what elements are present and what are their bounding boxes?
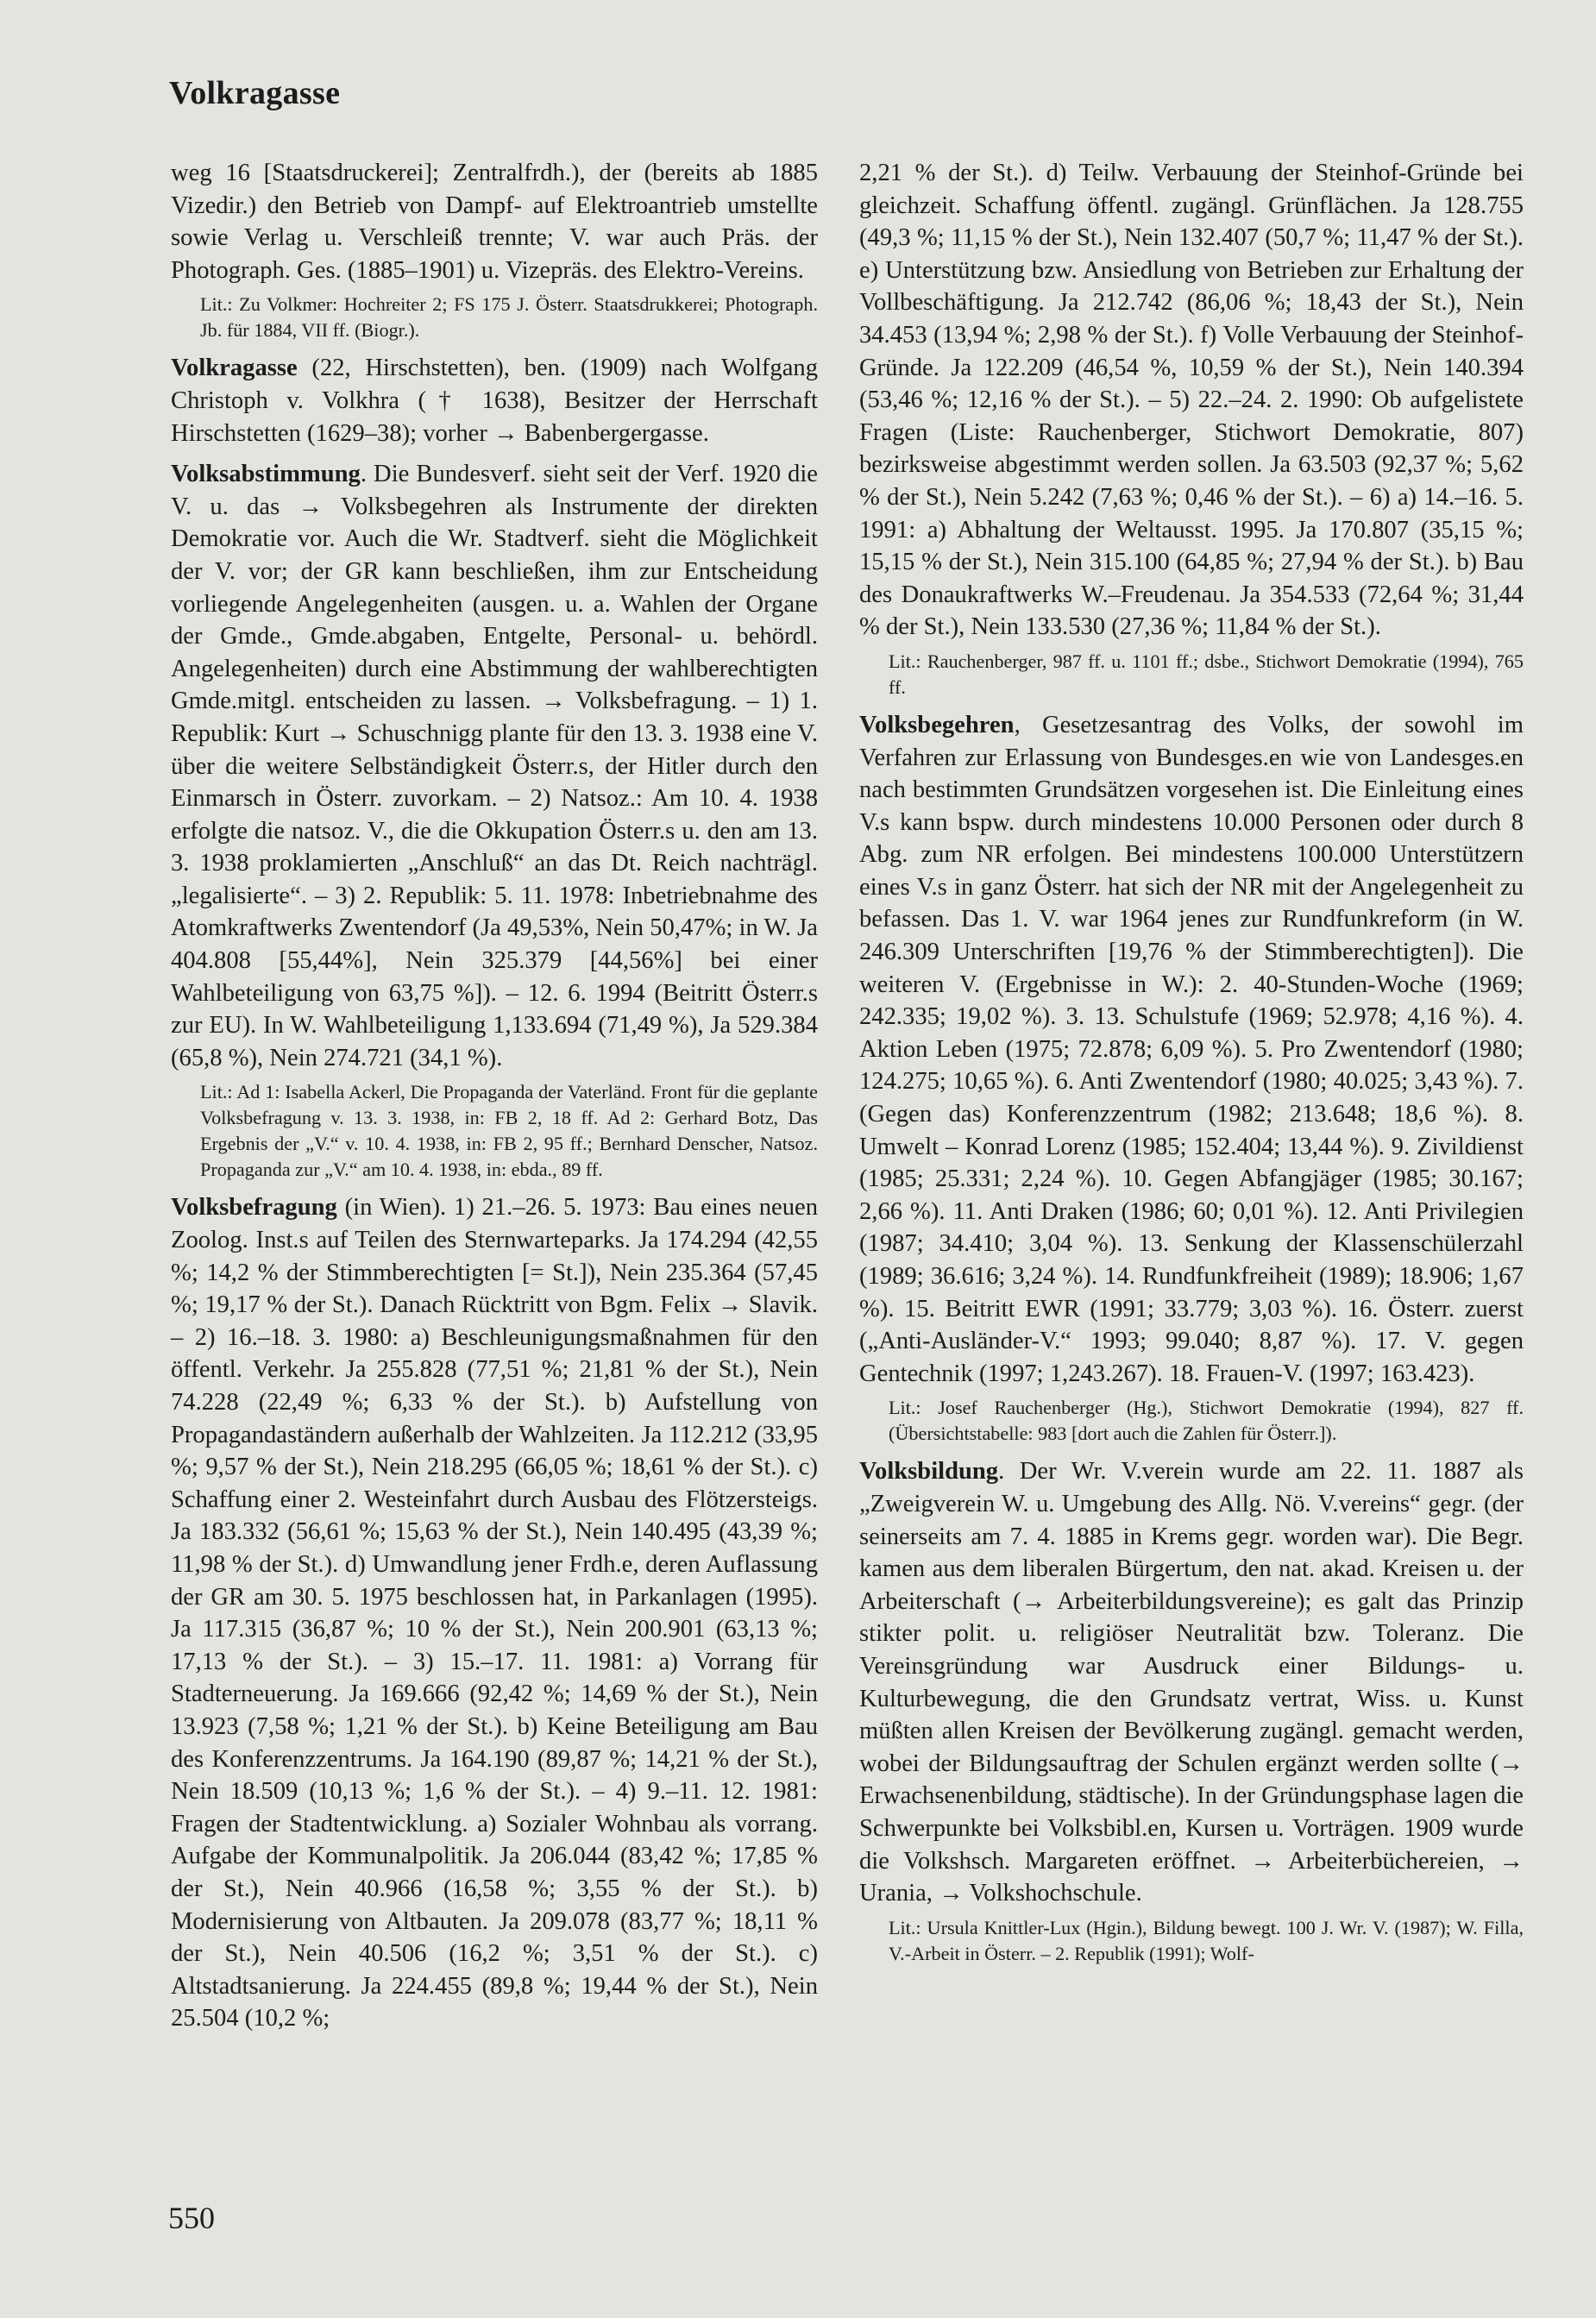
- entry-volksbildung: [859, 1455, 1524, 1909]
- right-column: [859, 157, 1524, 1972]
- entry-text: (in Wien). 1) 21.–26. 5. 1973: Bau eines neuen Zoolog. Inst.s auf Teilen des Sternwarteparks. Ja 174.294 (42,55 %; 14,2 % der Stimmberechtigten [= St.]), Nein 235.364 (57,45 %; 19,17 % der St.). Danach Rücktritt von Bgm. Felix → Slavik. – 2) 16.–18. 3. 1980: a) Beschleunigungsmaßnahmen für den öffentl. Verkehr. Ja 255.828 (77,51 %; 21,81 % der St.), Nein 74.228 (22,49 %; 6,33 % der St.). b) Aufstellung von Propagandaständern außerhalb der Wahlzeiten. Ja 112.212 (33,95 %; 9,57 % der St.), Nein 218.295 (66,05 %; 18,61 % der St.). c) Schaffung einer 2. Westeinfahrt durch Ausbau des Flötzersteigs. Ja 183.332 (56,61 %; 15,63 % der St.), Nein 140.495 (43,39 %; 11,98 % der St.). d) Umwandlung jener Frdh.e, deren Auflassung der GR am 30. 5. 1975 beschlossen hat, in Parkanlagen (1995). Ja 117.315 (36,87 %; 10 % der St.), Nein 200.901 (63,13 %; 17,13 % der St.). – 3) 15.–17. 11. 1981: a) Vorrang für Stadterneuerung. Ja 169.666 (92,42 %; 14,69 % der St.), Nein 13.923 (7,58 %; 1,21 % der St.). b) Keine Beteiligung am Bau des Konferenzzentrums. Ja 164.190 (89,87 %; 14,21 % der St.), Nein 18.509 (10,13 %; 1,6 % der St.). – 4) 9.–11. 12. 1981: Fragen der Stadtentwicklung. a) Sozialer Wohnbau als vorrang. Aufgabe der Kommunalpolitik. Ja 206.044 (83,42 %; 17,85 % der St.), Nein 40.966 (16,58 %; 3,55 % der St.). b) Modernisierung von Altbauten. Ja 209.078 (83,77 %; 18,11 % der St.), Nein 40.506 (16,2 %; 3,51 % der St.). c) Altstadtsanierung. Ja 224.455 (89,8 %; 19,44 % der St.), Nein 25.504 (10,2 %;: [171, 1194, 818, 2032]
- literature-note: Lit.: Josef Rauchenberger (Hg.), Stichwort Demokratie (1994), 827 ff. (Übersichtstabelle: 983 [dort auch die Zahlen für Österr.]).: [889, 1397, 1524, 1445]
- entry-headword: Volkragasse: [171, 355, 298, 382]
- literature-note: Lit.: Ursula Knittler-Lux (Hgin.), Bildung bewegt. 100 J. Wr. V. (1987); W. Filla, V.-Arbeit in Österr. – 2. Republik (1991); Wolf-: [889, 1916, 1524, 1964]
- entry-text: . Der Wr. V.verein wurde am 22. 11. 1887 als „Zweigverein W. u. Umgebung des Allg. Nö. V.vereins“ gegr. (der seinerseits am 7. 4. 1885 in Krems gegr. worden war). Die Begr. kamen aus dem liberalen Bürgertum, den nat. akad. Kreisen u. der Arbeiterschaft (→ Arbeiterbildungsvereine); es galt das Prinzip stikter polit. u. religiöser Neutralität bzw. Toleranz. Die Vereinsgründung war Ausdruck einer Bildungs- u. Kulturbewegung, die den Grundsatz vertrat, Wiss. u. Kunst müßten allen Kreisen der Bevölkerung zugängl. gemacht werden, wobei der Bildungsauftrag der Schulen ergänzt werden sollte (→ Erwachsenenbildung, städtische). In der Gründungsphase lagen die Schwerpunkte bei Volksbibl.en, Kursen u. Vorträgen. 1909 wurde die Volkshsch. Margareten eröffnet. → Arbeiterbüchereien, → Urania, → Volkshochschule.: [859, 1458, 1524, 1907]
- page-number: 550: [168, 2201, 215, 2235]
- continued-paragraph: weg 16 [Staatsdruckerei]; Zentralfrdh.), der (bereits ab 1885 Vizedir.) den Betrieb von Dampf- auf Elektroantrieb umstellte sowie Verlag u. Verschleiß trennte; V. war auch Präs. der Photograph. Ges. (1885–1901) u. Vizepräs. des Elektro-Vereins.: [171, 160, 818, 284]
- entry-text: (22, Hirschstetten), ben. (1909) nach Wolfgang Christoph v. Volkhra († 1638), Besitzer der Herrschaft Hirschstetten (1629–38); vorher → Babenbergergasse.: [171, 355, 818, 447]
- entry-headword: Volksbildung: [859, 1458, 999, 1486]
- literature-note: Lit.: Ad 1: Isabella Ackerl, Die Propaganda der Vaterländ. Front für die geplante Volksbefragung v. 13. 3. 1938, in: FB 2, 18 ff. Ad 2: Gerhard Botz, Das Ergebnis der „V.“ v. 10. 4. 1938, in: FB 2, 95 ff.; Bernhard Denscher, Natsoz. Propaganda zur „V.“ am 10. 4. 1938, in: ebda., 89 ff.: [200, 1081, 818, 1181]
- entry-volksabstimmung: [171, 458, 818, 1074]
- entry-headword: Volksabstimmung: [171, 461, 361, 488]
- left-column: [171, 157, 818, 2035]
- entry-volksbefragung: [171, 1191, 818, 2034]
- entry-headword: Volksbefragung: [171, 1194, 337, 1222]
- entry-text: . Die Bundesverf. sieht seit der Verf. 1920 die V. u. das → Volksbegehren als Instrumente der direkten Demokratie vor. Auch die Wr. Stadtverf. sieht die Möglichkeit der V. vor; der GR kann beschließen, ihm zur Entscheidung vorliegende Angelegenheiten (ausgen. u. a. Wahlen der Organe der Gmde., Gmde.abgaben, Entgelte, Personal- u. behördl. Angelegenheiten) durch eine Abstimmung der wahlberechtigten Gmde.mitgl. entscheiden zu lassen. → Volksbefragung. – 1) 1. Republik: Kurt → Schuschnigg plante für den 13. 3. 1938 eine V. über die weitere Selbständigkeit Österr.s, der Hitler durch den Einmarsch in Österr. zuvorkam. – 2) Natsoz.: Am 10. 4. 1938 erfolgte die natsoz. V., die die Okkupation Österr.s u. den am 13. 3. 1938 proklamierten „Anschluß“ an das Dt. Reich nachträgl. „legalisierte“. – 3) 2. Republik: 5. 11. 1978: Inbetriebnahme des Atomkraftwerks Zwentendorf (Ja 49,53%, Nein 50,47%; in W. Ja 404.808 [55,44%], Nein 325.379 [44,56%] bei einer Wahlbeteiligung von 63,75 %]). – 12. 6. 1994 (Beitritt Österr.s zur EU). In W. Wahlbeteiligung 1,133.694 (71,49 %), Ja 529.384 (65,8 %), Nein 274.721 (34,1 %).: [171, 461, 818, 1071]
- entry-volksbegehren: [859, 709, 1524, 1390]
- literature-note: Lit.: Zu Volkmer: Hochreiter 2; FS 175 J. Österr. Staatsdrukkerei; Photograph. Jb. für 1884, VII ff. (Biogr.).: [200, 293, 818, 342]
- entry-volkragasse: [171, 352, 818, 449]
- running-title: Volkragasse: [169, 75, 341, 111]
- entry-headword: Volksbegehren: [859, 711, 1015, 738]
- entry-text: , Gesetzesantrag des Volks, der sowohl im Verfahren zur Erlassung von Bundesges.en wie von Landesges.en nach bestimmten Grundsätzen vorgesehen ist. Die Einleitung eines V.s kann bspw. durch mindestens 10.000 Personen oder durch 8 Abg. zum NR erfolgen. Bei mindestens 100.000 Unterstützern eines V.s in ganz Österr. hat sich der NR mit der Angelegenheit zu befassen. Das 1. V. war 1964 jenes zur Rundfunkreform (in W. 246.309 Unterschriften [19,76 % der Stimmberechtigten]). Die weiteren V. (Ergebnisse in W.): 2. 40-Stunden-Woche (1969; 242.335; 19,02 %). 3. 13. Schulstufe (1969; 52.978; 4,16 %). 4. Aktion Leben (1975; 72.878; 6,09 %). 5. Pro Zwentendorf (1980; 124.275; 10,65 %). 6. Anti Zwentendorf (1980; 40.025; 3,43 %). 7. (Gegen das) Konferenzzentrum (1982; 213.648; 18,6 %). 8. Umwelt – Konrad Lorenz (1985; 152.404; 13,44 %). 9. Zivildienst (1985; 25.331; 2,24 %). 10. Gegen Abfangjäger (1985; 30.167; 2,66 %). 11. Anti Draken (1986; 60; 0,01 %). 12. Anti Privilegien (1987; 34.410; 3,04 %). 13. Senkung der Klassenschülerzahl (1989; 36.616; 3,24 %). 14. Rundfunkfreiheit (1989); 18.906; 1,67 %). 15. Beitritt EWR (1991; 33.779; 3,03 %). 16. Österr. zuerst („Anti-Ausländer-V.“ 1993; 99.040; 8,87 %). 17. V. gegen Gentechnik (1997; 1,243.267). 18. Frauen-V. (1997; 163.423).: [859, 711, 1524, 1387]
- literature-note: Lit.: Rauchenberger, 987 ff. u. 1101 ff.; dsbe., Stichwort Demokratie (1994), 765 ff.: [889, 650, 1524, 698]
- continued-paragraph: 2,21 % der St.). d) Teilw. Verbauung der Steinhof-Gründe bei gleichzeit. Schaffung öffentl. zugängl. Grünflächen. Ja 128.755 (49,3 %; 11,15 % der St.), Nein 132.407 (50,7 %; 11,47 % der St.). e) Unterstützung bzw. Ansiedlung von Betrieben zur Erhaltung der Vollbeschäftigung. Ja 212.742 (86,06 %; 18,43 der St.), Nein 34.453 (13,94 %; 2,98 % der St.). f) Volle Verbauung der Steinhof-Gründe. Ja 122.209 (46,54 %, 10,59 % der St.), Nein 140.394 (53,46 %; 12,16 % der St.). – 5) 22.–24. 2. 1990: Ob aufgelistete Fragen (Liste: Rauchenberger, Stichwort Demokratie, 807) bezirksweise abgestimmt werden sollen. Ja 63.503 (92,37 %; 5,62 % der St.), Nein 5.242 (7,63 %; 0,46 % der St.). – 6) a) 14.–16. 5. 1991: a) Abhaltung der Weltausst. 1995. Ja 170.807 (35,15 %; 15,15 % der St.), Nein 315.100 (64,85 %; 27,94 % der St.). b) Bau des Donaukraftwerks W.–Freudenau. Ja 354.533 (72,64 %; 31,44 % der St.), Nein 133.530 (27,36 %; 11,84 % der St.).: [859, 160, 1524, 641]
